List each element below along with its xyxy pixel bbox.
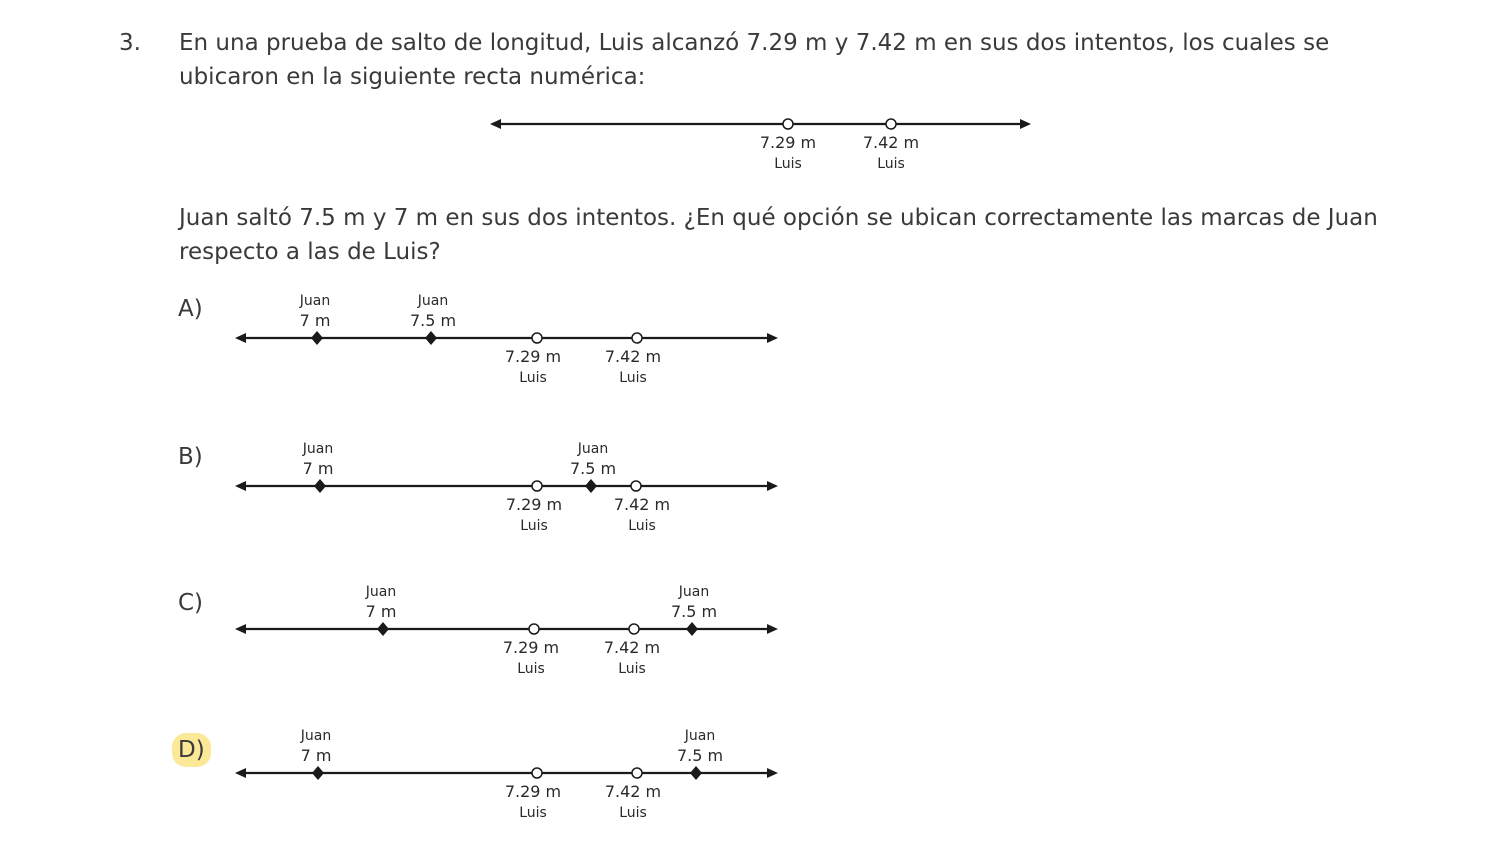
left-arrow-icon <box>490 119 501 129</box>
question-stem-line-2: ubicaron en la siguiente recta numérica: <box>179 64 646 90</box>
point-value-label: 7.5 m <box>569 459 617 478</box>
left-arrow-icon <box>235 768 246 778</box>
option-c-label[interactable]: C) <box>178 590 204 616</box>
point-name-label: Luis <box>618 661 646 677</box>
point-value-label: 7 m <box>302 459 334 478</box>
right-arrow-icon <box>767 333 778 343</box>
point-value-label: 7 m <box>365 602 397 621</box>
filled-diamond-marker <box>690 766 702 780</box>
point-value-label: 7.29 m <box>505 495 563 514</box>
open-circle-marker <box>532 333 542 343</box>
point-name-label: Juan <box>299 293 331 309</box>
point-value-label: 7.29 m <box>504 347 562 366</box>
point-value-label: 7 m <box>300 746 332 765</box>
open-circle-marker <box>783 119 793 129</box>
point-name-label: Luis <box>774 156 802 172</box>
right-arrow-icon <box>767 768 778 778</box>
open-circle-marker <box>886 119 896 129</box>
left-arrow-icon <box>235 333 246 343</box>
point-name-label: Luis <box>520 518 548 534</box>
point-value-label: 7.42 m <box>613 495 671 514</box>
open-circle-marker <box>529 624 539 634</box>
point-value-label: 7.5 m <box>409 311 457 330</box>
open-circle-marker <box>631 481 641 491</box>
point-value-label: 7.42 m <box>862 133 920 152</box>
point-name-label: Juan <box>365 584 397 600</box>
right-arrow-icon <box>767 481 778 491</box>
option-d-label[interactable]: D) <box>172 733 211 767</box>
point-value-label: 7.42 m <box>604 782 662 801</box>
option-d-number-line[interactable] <box>235 723 783 823</box>
filled-diamond-marker <box>585 479 597 493</box>
point-value-label: 7.5 m <box>670 602 718 621</box>
option-b-label[interactable]: B) <box>178 444 203 470</box>
point-name-label: Juan <box>302 441 334 457</box>
open-circle-marker <box>629 624 639 634</box>
left-arrow-icon <box>235 624 246 634</box>
question-stem-line-1: En una prueba de salto de longitud, Luis alcanzó 7.29 m y 7.42 m en sus dos intentos, los cuales se <box>179 30 1330 56</box>
filled-diamond-marker <box>425 331 437 345</box>
option-a-number-line[interactable] <box>235 288 783 388</box>
point-name-label: Juan <box>300 728 332 744</box>
filled-diamond-marker <box>311 331 323 345</box>
question-prompt-line-1: Juan saltó 7.5 m y 7 m en sus dos intentos. ¿En qué opción se ubican correctamente las marcas de Juan <box>179 205 1378 231</box>
question-number: 3. <box>119 30 141 56</box>
point-name-label: Juan <box>678 584 710 600</box>
open-circle-marker <box>632 333 642 343</box>
question-prompt-line-2: respecto a las de Luis? <box>179 239 441 265</box>
point-value-label: 7.29 m <box>502 638 560 657</box>
open-circle-marker <box>532 481 542 491</box>
point-value-label: 7.29 m <box>504 782 562 801</box>
option-c-number-line[interactable] <box>235 579 783 679</box>
right-arrow-icon <box>1020 119 1031 129</box>
option-a-label[interactable]: A) <box>178 296 203 322</box>
point-name-label: Luis <box>619 370 647 386</box>
open-circle-marker <box>532 768 542 778</box>
point-value-label: 7 m <box>299 311 331 330</box>
point-name-label: Luis <box>517 661 545 677</box>
point-name-label: Luis <box>877 156 905 172</box>
right-arrow-icon <box>767 624 778 634</box>
point-name-label: Juan <box>417 293 449 309</box>
reference-number-line <box>490 110 1035 180</box>
left-arrow-icon <box>235 481 246 491</box>
point-value-label: 7.5 m <box>676 746 724 765</box>
point-name-label: Luis <box>519 370 547 386</box>
point-name-label: Juan <box>577 441 609 457</box>
open-circle-marker <box>632 768 642 778</box>
point-name-label: Luis <box>619 805 647 821</box>
point-name-label: Luis <box>519 805 547 821</box>
point-value-label: 7.42 m <box>604 347 662 366</box>
filled-diamond-marker <box>312 766 324 780</box>
point-value-label: 7.42 m <box>603 638 661 657</box>
filled-diamond-marker <box>686 622 698 636</box>
point-value-label: 7.29 m <box>759 133 817 152</box>
option-b-number-line[interactable] <box>235 436 783 536</box>
filled-diamond-marker <box>377 622 389 636</box>
point-name-label: Juan <box>684 728 716 744</box>
point-name-label: Luis <box>628 518 656 534</box>
filled-diamond-marker <box>314 479 326 493</box>
